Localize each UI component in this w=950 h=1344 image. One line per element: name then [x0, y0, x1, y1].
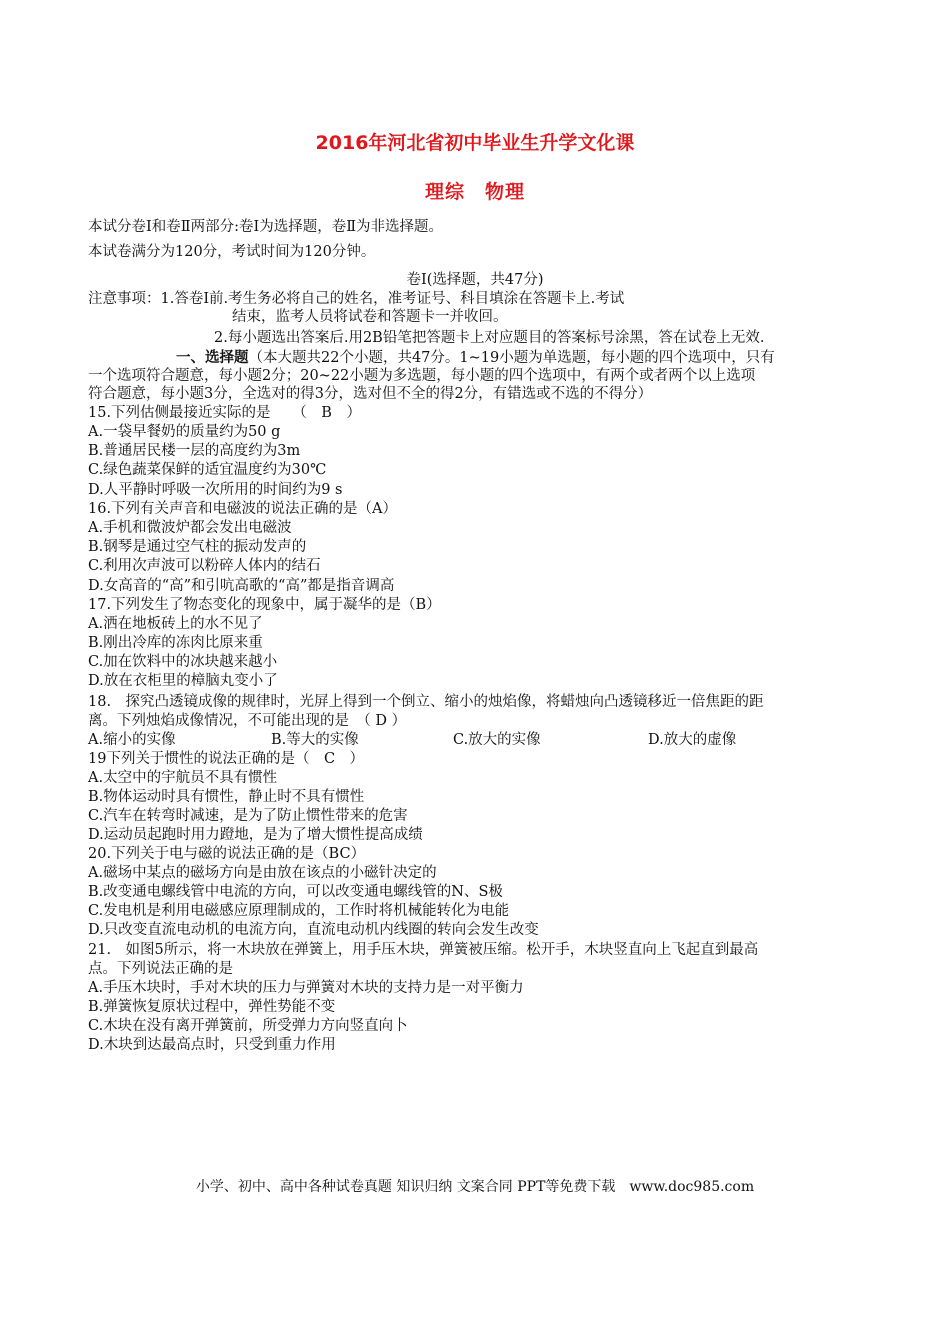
q21-option-c: C.木块在没有离开弹簧前，所受弹力方向竖直向卜 [88, 1018, 408, 1034]
part1-intro-line-2: 一个选项符合题意，每小题2分；20~22小题为多选题，每小题的四个选项中，有两个或者两个以上选项 [88, 368, 756, 384]
q16-option-d: D.女高音的“高”和引吭高歌的“高”都是指音调高 [88, 578, 395, 594]
q17-stem: 17.下列发生了物态变化的现象中，属于凝华的是（B） [88, 597, 441, 613]
q17-option-a: A.洒在地板砖上的水不见了 [88, 616, 263, 632]
q17-option-b: B.刚出冷库的冻肉比原来重 [88, 635, 263, 651]
q19-option-d: D.运动员起跑时用力蹬地，是为了增大惯性提高成绩 [88, 827, 423, 843]
q21-stem-line-1: 21. 如图5所示，将一木块放在弹簧上，用手压木块，弹簧被压缩。松开手，木块竖直向上飞起直到最高 [88, 942, 759, 958]
section-title: 卷Ⅰ(选择题，共47分) [406, 272, 544, 288]
exam-title: 2016年河北省初中毕业生升学文化课 [315, 132, 635, 154]
q19-option-a: A.太空中的宇航员不具有惯性 [88, 770, 278, 786]
q20-option-d: D.只改变直流电动机的电流方向，直流电动机内线圈的转向会发生改变 [88, 922, 539, 938]
q21-stem-line-2: 点。下列说法正确的是 [88, 961, 233, 977]
q19-option-c: C.汽车在转弯时减速，是为了防止惯性带来的危害 [88, 808, 408, 824]
q15-option-c: C.绿色蔬菜保鲜的适宜温度约为30℃ [88, 462, 327, 478]
part1-label: 一、选择题 [176, 349, 249, 366]
q20-option-a: A.磁场中某点的磁场方向是由放在该点的小磁针决定的 [88, 865, 437, 881]
q18-stem-line-2: 离。下列烛焰成像情况，不可能出现的是 （ D ） [88, 713, 407, 729]
q18-option-c: C.放大的实像 [453, 732, 541, 748]
part1-text-1: （本大题共22个小题，共47分。1~19小题为单选题，每小题的四个选项中，只有 [248, 350, 775, 366]
q19-option-b: B.物体运动时具有惯性，静止时不具有惯性 [88, 789, 365, 805]
note-1: 注意事项：1.答卷Ⅰ前.考生务必将自己的姓名，准考证号、科目填涂在答题卡上.考试 [88, 291, 625, 307]
part1-intro-line-1 [176, 349, 775, 367]
intro-line-2: 本试卷满分为120分，考试时间为120分钟。 [88, 244, 376, 260]
intro-line-1: 本试分卷Ⅰ和卷Ⅱ两部分:卷Ⅰ为选择题，卷Ⅱ为非选择题。 [88, 219, 444, 235]
q18-option-a: A.缩小的实像 [88, 732, 176, 748]
q15-option-a: A.一袋早餐奶的质量约为50 g [88, 424, 281, 440]
part1-intro-line-3: 符合题意，每小题3分，全选对的得3分，选对但不全的得2分，有错选或不选的不得分） [88, 386, 653, 402]
q20-option-c: C.发电机是利用电磁感应原理制成的，工作时将机械能转化为电能 [88, 903, 510, 919]
q18-stem-line-1: 18. 探究凸透镜成像的规律时，光屏上得到一个倒立、缩小的烛焰像，将蜡烛向凸透镜移近一倍焦距的距 [88, 694, 764, 710]
q17-option-c: C.加在饮料中的冰块越来越小 [88, 654, 278, 670]
q21-option-b: B.弹簧恢复原状过程中，弹性势能不变 [88, 999, 336, 1015]
q21-option-a: A.手压木块时，手对木块的压力与弹簧对木块的支持力是一对平衡力 [88, 980, 524, 996]
q18-option-b: B.等大的实像 [271, 732, 359, 748]
q18-option-d: D.放大的虚像 [648, 732, 737, 748]
q19-stem: 19下列关于惯性的说法正确的是（ C ） [88, 751, 365, 767]
q16-option-c: C.利用次声波可以粉碎人体内的结石 [88, 558, 321, 574]
q16-option-a: A.手机和微波炉都会发出电磁波 [88, 520, 292, 536]
q16-option-b: B.钢琴是通过空气柱的振动发声的 [88, 539, 307, 555]
note-2: 2.每小题选出答案后.用2B铅笔把答题卡上对应题目的答案标号涂黑，答在试卷上无效. [214, 330, 765, 346]
exam-subtitle: 理综 物理 [424, 181, 525, 203]
page-footer: 小学、初中、高中各种试卷真题 知识归纳 文案合同 PPT等免费下载 www.doc985.com [195, 1179, 755, 1195]
q20-option-b: B.改变通电螺线管中电流的方向，可以改变通电螺线管的N、S极 [88, 884, 503, 900]
q17-option-d: D.放在衣柜里的樟脑丸变小了 [88, 673, 278, 689]
q15-option-b: B.普通居民楼一层的高度约为3m [88, 443, 301, 459]
q20-stem: 20.下列关于电与磁的说法正确的是（BC） [88, 846, 366, 862]
q15-stem: 15.下列估侧最接近实际的是 （ B ） [88, 405, 361, 421]
note-1-continued: 结束，监考人员将试卷和答题卡一并收回。 [232, 309, 508, 325]
q16-stem: 16.下列有关声音和电磁波的说法正确的是（A） [88, 501, 398, 517]
q15-option-d: D.人平静时呼吸一次所用的时间约为9 s [88, 482, 343, 498]
q21-option-d: D.木块到达最高点时，只受到重力作用 [88, 1037, 336, 1053]
